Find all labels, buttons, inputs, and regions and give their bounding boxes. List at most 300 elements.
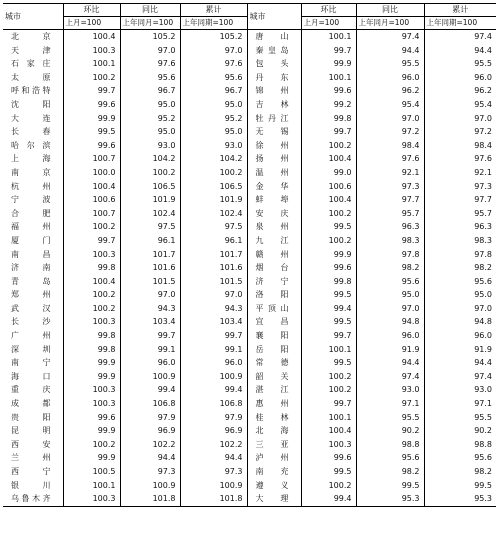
left-yoy-cell: 99.7 xyxy=(120,329,180,343)
left-cum-cell: 100.2 xyxy=(180,166,247,180)
left-cum-cell: 96.1 xyxy=(180,234,247,248)
right-yoy-cell: 96.3 xyxy=(356,220,424,234)
right-mom-cell: 100.2 xyxy=(301,207,356,221)
right-mom-cell: 100.3 xyxy=(301,438,356,452)
right-city-cell: 赣 州 xyxy=(247,248,301,262)
right-cum-cell: 97.2 xyxy=(424,125,496,139)
right-city-cell: 岳 阳 xyxy=(247,343,301,357)
left-cum-cell: 104.2 xyxy=(180,152,247,166)
left-cum-cell: 101.7 xyxy=(180,248,247,262)
left-mom-cell: 99.9 xyxy=(63,370,120,384)
right-mom-cell: 99.4 xyxy=(301,492,356,506)
left-yoy-cell: 93.0 xyxy=(120,139,180,153)
table-row xyxy=(3,397,496,411)
table-row xyxy=(3,288,496,302)
left-cum-cell: 96.0 xyxy=(180,356,247,370)
left-mom-cell: 100.3 xyxy=(63,248,120,262)
left-cum-header: 累计 xyxy=(180,4,247,17)
left-cum-cell: 95.0 xyxy=(180,98,247,112)
left-cum-cell: 103.4 xyxy=(180,315,247,329)
right-mom-subheader: 上月=100 xyxy=(301,17,356,30)
right-mom-cell: 99.7 xyxy=(301,44,356,58)
left-mom-cell: 99.6 xyxy=(63,139,120,153)
left-mom-cell: 99.8 xyxy=(63,261,120,275)
left-yoy-cell: 95.2 xyxy=(120,112,180,126)
left-cum-cell: 100.9 xyxy=(180,370,247,384)
right-cum-cell: 97.6 xyxy=(424,152,496,166)
left-mom-cell: 100.2 xyxy=(63,302,120,316)
left-city-cell: 合 肥 xyxy=(11,208,51,218)
left-yoy-cell: 100.2 xyxy=(120,166,180,180)
left-mom-cell: 100.5 xyxy=(63,465,120,479)
right-mom-cell: 99.8 xyxy=(301,275,356,289)
left-yoy-cell: 101.7 xyxy=(120,248,180,262)
left-city-cell: 贵 阳 xyxy=(11,412,51,422)
left-yoy-cell: 97.3 xyxy=(120,465,180,479)
left-cum-cell: 102.2 xyxy=(180,438,247,452)
right-city-cell: 洛 阳 xyxy=(247,288,301,302)
right-yoy-cell: 97.8 xyxy=(356,248,424,262)
right-cum-cell: 95.4 xyxy=(424,98,496,112)
right-yoy-cell: 91.9 xyxy=(356,343,424,357)
left-yoy-cell: 102.2 xyxy=(120,438,180,452)
right-city-cell: 韶 关 xyxy=(247,370,301,384)
left-yoy-cell: 96.9 xyxy=(120,424,180,438)
right-cum-cell: 95.3 xyxy=(424,492,496,506)
right-mom-cell: 99.9 xyxy=(301,248,356,262)
right-city-cell: 温 州 xyxy=(247,166,301,180)
left-yoy-header: 同比 xyxy=(120,4,180,17)
right-mom-header: 环比 xyxy=(301,4,356,17)
right-cum-cell: 95.7 xyxy=(424,207,496,221)
left-yoy-cell: 101.6 xyxy=(120,261,180,275)
left-yoy-subheader: 上年同月=100 xyxy=(120,17,180,30)
table-row xyxy=(3,343,496,357)
right-city-header: 城市 xyxy=(247,4,301,30)
left-city-header: 城市 xyxy=(3,4,63,30)
table-row xyxy=(3,57,496,71)
left-cum-cell: 97.0 xyxy=(180,44,247,58)
right-cum-cell: 97.3 xyxy=(424,180,496,194)
right-city-cell: 南 充 xyxy=(247,465,301,479)
left-city-cell: 石家庄 xyxy=(11,59,51,69)
left-city-cell: 南 京 xyxy=(11,167,51,177)
right-mom-cell: 100.2 xyxy=(301,234,356,248)
left-city-cell: 沈 阳 xyxy=(11,99,51,109)
right-cum-cell: 98.4 xyxy=(424,139,496,153)
right-mom-cell: 99.7 xyxy=(301,397,356,411)
right-mom-cell: 100.2 xyxy=(301,370,356,384)
right-cum-cell: 97.4 xyxy=(424,30,496,44)
left-cum-cell: 99.7 xyxy=(180,329,247,343)
right-yoy-cell: 95.5 xyxy=(356,411,424,425)
right-mom-cell: 99.7 xyxy=(301,125,356,139)
price-index-table xyxy=(3,3,496,507)
left-cum-cell: 97.0 xyxy=(180,288,247,302)
left-cum-cell: 94.3 xyxy=(180,302,247,316)
left-yoy-cell: 94.3 xyxy=(120,302,180,316)
left-city-cell: 厦 门 xyxy=(11,235,51,245)
right-city-cell: 济 宁 xyxy=(247,275,301,289)
left-mom-cell: 100.2 xyxy=(63,71,120,85)
right-yoy-cell: 94.4 xyxy=(356,356,424,370)
table-row xyxy=(3,248,496,262)
left-mom-cell: 100.7 xyxy=(63,152,120,166)
left-cum-subheader: 上年同期=100 xyxy=(180,17,247,30)
right-yoy-cell: 98.2 xyxy=(356,261,424,275)
right-cum-header: 累计 xyxy=(424,4,496,17)
left-city-cell: 兰 州 xyxy=(11,453,51,463)
left-mom-cell: 100.7 xyxy=(63,207,120,221)
table-row xyxy=(3,152,496,166)
right-mom-cell: 100.4 xyxy=(301,424,356,438)
left-cum-cell: 95.6 xyxy=(180,71,247,85)
price-index-table-container xyxy=(3,3,496,507)
right-mom-cell: 99.6 xyxy=(301,451,356,465)
left-mom-cell: 99.6 xyxy=(63,411,120,425)
right-city-cell: 惠 州 xyxy=(247,397,301,411)
left-city-cell: 长 春 xyxy=(11,127,51,137)
left-yoy-cell: 95.0 xyxy=(120,98,180,112)
left-yoy-cell: 95.6 xyxy=(120,71,180,85)
left-city-cell: 南 宁 xyxy=(11,358,51,368)
left-yoy-cell: 96.7 xyxy=(120,84,180,98)
left-city-cell: 宁 波 xyxy=(11,195,51,205)
right-cum-cell: 96.2 xyxy=(424,84,496,98)
right-yoy-cell: 94.4 xyxy=(356,44,424,58)
left-cum-cell: 102.4 xyxy=(180,207,247,221)
right-city-cell: 湛 江 xyxy=(247,383,301,397)
right-cum-cell: 97.1 xyxy=(424,397,496,411)
left-city-cell: 青 岛 xyxy=(11,276,51,286)
right-cum-cell: 96.3 xyxy=(424,220,496,234)
left-yoy-cell: 97.0 xyxy=(120,44,180,58)
right-cum-cell: 94.8 xyxy=(424,315,496,329)
right-yoy-cell: 97.2 xyxy=(356,125,424,139)
right-cum-cell: 94.4 xyxy=(424,44,496,58)
right-city-cell: 扬 州 xyxy=(247,152,301,166)
right-yoy-cell: 96.0 xyxy=(356,329,424,343)
table-row xyxy=(3,234,496,248)
right-city-cell: 常 德 xyxy=(247,356,301,370)
left-yoy-cell: 101.5 xyxy=(120,275,180,289)
right-city-cell: 九 江 xyxy=(247,234,301,248)
right-cum-cell: 97.0 xyxy=(424,302,496,316)
right-city-cell: 泸 州 xyxy=(247,451,301,465)
right-city-cell: 蚌 埠 xyxy=(247,193,301,207)
left-cum-cell: 95.0 xyxy=(180,125,247,139)
left-mom-cell: 99.9 xyxy=(63,112,120,126)
right-cum-cell: 90.2 xyxy=(424,424,496,438)
right-yoy-cell: 97.0 xyxy=(356,112,424,126)
table-row xyxy=(3,302,496,316)
right-mom-cell: 100.2 xyxy=(301,479,356,493)
table-row xyxy=(3,370,496,384)
left-city-cell: 长 沙 xyxy=(11,317,51,327)
right-cum-cell: 98.2 xyxy=(424,261,496,275)
right-cum-cell: 97.8 xyxy=(424,248,496,262)
left-city-cell: 福 州 xyxy=(11,222,51,232)
right-yoy-cell: 95.4 xyxy=(356,98,424,112)
left-city-cell: 南 昌 xyxy=(11,249,51,259)
left-mom-cell: 99.8 xyxy=(63,329,120,343)
table-row xyxy=(3,451,496,465)
left-city-cell: 北 京 xyxy=(11,32,51,41)
left-cum-cell: 97.3 xyxy=(180,465,247,479)
right-cum-cell: 98.2 xyxy=(424,465,496,479)
right-mom-cell: 100.1 xyxy=(301,71,356,85)
left-city-cell: 天 津 xyxy=(11,45,51,55)
left-mom-cell: 100.0 xyxy=(63,166,120,180)
right-cum-cell: 97.4 xyxy=(424,370,496,384)
table-row xyxy=(3,465,496,479)
left-city-cell: 哈尔滨 xyxy=(11,140,51,150)
right-mom-cell: 99.2 xyxy=(301,98,356,112)
right-city-cell: 遵 义 xyxy=(247,479,301,493)
table-row xyxy=(3,383,496,397)
right-yoy-cell: 98.2 xyxy=(356,465,424,479)
table-row xyxy=(3,207,496,221)
left-cum-cell: 101.8 xyxy=(180,492,247,506)
right-city-cell: 桂 林 xyxy=(247,411,301,425)
right-cum-cell: 99.5 xyxy=(424,479,496,493)
left-yoy-cell: 97.9 xyxy=(120,411,180,425)
table-row xyxy=(3,492,496,506)
table-row xyxy=(3,479,496,493)
right-city-cell: 唐 山 xyxy=(247,30,301,44)
right-cum-subheader: 上年同期=100 xyxy=(424,17,496,30)
right-mom-cell: 100.1 xyxy=(301,30,356,44)
right-mom-cell: 100.2 xyxy=(301,383,356,397)
left-cum-cell: 94.4 xyxy=(180,451,247,465)
right-cum-cell: 93.0 xyxy=(424,383,496,397)
right-city-cell: 襄 阳 xyxy=(247,329,301,343)
left-cum-cell: 96.9 xyxy=(180,424,247,438)
left-mom-cell: 100.3 xyxy=(63,397,120,411)
right-city-cell: 无 锡 xyxy=(247,125,301,139)
right-mom-cell: 99.4 xyxy=(301,302,356,316)
right-yoy-cell: 97.4 xyxy=(356,30,424,44)
left-cum-cell: 101.9 xyxy=(180,193,247,207)
right-mom-cell: 99.9 xyxy=(301,57,356,71)
right-mom-cell: 100.6 xyxy=(301,180,356,194)
left-yoy-cell: 102.4 xyxy=(120,207,180,221)
left-cum-cell: 97.5 xyxy=(180,220,247,234)
left-mom-cell: 100.4 xyxy=(63,275,120,289)
table-row xyxy=(3,112,496,126)
right-cum-cell: 98.3 xyxy=(424,234,496,248)
left-yoy-cell: 96.0 xyxy=(120,356,180,370)
table-row xyxy=(3,166,496,180)
right-yoy-cell: 90.2 xyxy=(356,424,424,438)
left-city-cell: 海 口 xyxy=(11,371,51,381)
left-city-cell: 太 原 xyxy=(11,72,51,82)
left-cum-cell: 93.0 xyxy=(180,139,247,153)
table-row xyxy=(3,424,496,438)
right-mom-cell: 99.0 xyxy=(301,166,356,180)
left-mom-cell: 99.9 xyxy=(63,356,120,370)
right-mom-cell: 99.5 xyxy=(301,465,356,479)
table-row xyxy=(3,44,496,58)
left-mom-cell: 99.8 xyxy=(63,343,120,357)
right-city-cell: 牡丹江 xyxy=(247,112,301,126)
left-city-cell: 广 州 xyxy=(11,331,51,341)
left-cum-cell: 100.9 xyxy=(180,479,247,493)
left-yoy-cell: 95.0 xyxy=(120,125,180,139)
left-mom-cell: 100.3 xyxy=(63,383,120,397)
table-row xyxy=(3,125,496,139)
left-yoy-cell: 105.2 xyxy=(120,30,180,44)
left-city-cell: 呼和浩特 xyxy=(11,86,51,96)
right-city-cell: 吉 林 xyxy=(247,98,301,112)
left-mom-header: 环比 xyxy=(63,4,120,17)
left-city-cell: 济 南 xyxy=(11,263,51,273)
right-city-cell: 包 头 xyxy=(247,57,301,71)
left-city-cell: 成 都 xyxy=(11,399,51,409)
right-city-cell: 锦 州 xyxy=(247,84,301,98)
right-yoy-cell: 97.1 xyxy=(356,397,424,411)
right-cum-cell: 96.0 xyxy=(424,71,496,85)
table-row xyxy=(3,438,496,452)
left-cum-cell: 97.6 xyxy=(180,57,247,71)
right-yoy-cell: 97.3 xyxy=(356,180,424,194)
right-mom-cell: 99.5 xyxy=(301,220,356,234)
table-row xyxy=(3,411,496,425)
table-row xyxy=(3,30,496,44)
right-yoy-cell: 93.0 xyxy=(356,383,424,397)
table-body xyxy=(3,30,496,507)
right-yoy-cell: 97.6 xyxy=(356,152,424,166)
right-yoy-cell: 98.8 xyxy=(356,438,424,452)
left-mom-cell: 100.1 xyxy=(63,57,120,71)
left-cum-cell: 106.8 xyxy=(180,397,247,411)
left-city-cell: 杭 州 xyxy=(11,181,51,191)
right-mom-cell: 100.4 xyxy=(301,152,356,166)
right-mom-cell: 100.2 xyxy=(301,139,356,153)
left-yoy-cell: 99.1 xyxy=(120,343,180,357)
right-yoy-cell: 95.3 xyxy=(356,492,424,506)
table-row xyxy=(3,98,496,112)
right-city-cell: 大 理 xyxy=(247,492,301,506)
right-cum-cell: 96.0 xyxy=(424,329,496,343)
right-mom-cell: 100.4 xyxy=(301,193,356,207)
right-cum-cell: 95.6 xyxy=(424,275,496,289)
right-cum-cell: 97.0 xyxy=(424,112,496,126)
left-yoy-cell: 97.5 xyxy=(120,220,180,234)
left-city-cell: 郑 州 xyxy=(11,290,51,300)
right-cum-cell: 95.6 xyxy=(424,451,496,465)
left-cum-cell: 105.2 xyxy=(180,30,247,44)
right-city-cell: 三 亚 xyxy=(247,438,301,452)
right-mom-cell: 99.7 xyxy=(301,329,356,343)
left-yoy-cell: 103.4 xyxy=(120,315,180,329)
table-row xyxy=(3,84,496,98)
left-yoy-cell: 96.1 xyxy=(120,234,180,248)
right-mom-cell: 99.6 xyxy=(301,84,356,98)
left-yoy-cell: 100.9 xyxy=(120,479,180,493)
left-mom-cell: 100.2 xyxy=(63,438,120,452)
left-cum-cell: 99.1 xyxy=(180,343,247,357)
right-cum-cell: 95.5 xyxy=(424,57,496,71)
left-mom-cell: 100.6 xyxy=(63,193,120,207)
left-yoy-cell: 97.6 xyxy=(120,57,180,71)
left-yoy-cell: 106.8 xyxy=(120,397,180,411)
right-yoy-cell: 97.0 xyxy=(356,302,424,316)
left-cum-cell: 106.5 xyxy=(180,180,247,194)
right-yoy-header: 同比 xyxy=(356,4,424,17)
table-row xyxy=(3,315,496,329)
left-mom-cell: 99.7 xyxy=(63,84,120,98)
right-yoy-cell: 97.4 xyxy=(356,370,424,384)
left-yoy-cell: 97.0 xyxy=(120,288,180,302)
left-yoy-cell: 101.9 xyxy=(120,193,180,207)
right-cum-cell: 97.7 xyxy=(424,193,496,207)
left-mom-cell: 100.4 xyxy=(63,180,120,194)
left-city-cell: 上 海 xyxy=(11,154,51,164)
right-yoy-cell: 92.1 xyxy=(356,166,424,180)
right-mom-cell: 99.5 xyxy=(301,356,356,370)
left-mom-cell: 99.7 xyxy=(63,234,120,248)
right-mom-cell: 99.5 xyxy=(301,315,356,329)
left-mom-cell: 100.3 xyxy=(63,492,120,506)
left-mom-cell: 100.4 xyxy=(63,30,120,44)
right-city-cell: 北 海 xyxy=(247,424,301,438)
right-yoy-cell: 97.7 xyxy=(356,193,424,207)
left-city-cell: 深 圳 xyxy=(11,344,51,354)
left-yoy-cell: 106.5 xyxy=(120,180,180,194)
right-yoy-cell: 96.0 xyxy=(356,71,424,85)
right-mom-cell: 99.5 xyxy=(301,288,356,302)
left-city-cell: 银 川 xyxy=(11,480,51,490)
right-city-cell: 徐 州 xyxy=(247,139,301,153)
right-yoy-cell: 95.6 xyxy=(356,451,424,465)
right-yoy-cell: 96.2 xyxy=(356,84,424,98)
left-mom-cell: 99.5 xyxy=(63,125,120,139)
right-yoy-cell: 98.4 xyxy=(356,139,424,153)
right-cum-cell: 92.1 xyxy=(424,166,496,180)
left-cum-cell: 101.6 xyxy=(180,261,247,275)
right-city-cell: 宜 昌 xyxy=(247,315,301,329)
left-yoy-cell: 100.9 xyxy=(120,370,180,384)
table-row xyxy=(3,180,496,194)
left-mom-cell: 100.2 xyxy=(63,220,120,234)
right-city-cell: 安 庆 xyxy=(247,207,301,221)
left-city-cell: 武 汉 xyxy=(11,303,51,313)
left-city-cell: 昆 明 xyxy=(11,426,51,436)
right-mom-cell: 100.1 xyxy=(301,343,356,357)
left-yoy-cell: 94.4 xyxy=(120,451,180,465)
left-cum-cell: 99.4 xyxy=(180,383,247,397)
header-row-top xyxy=(3,4,496,17)
left-cum-cell: 97.9 xyxy=(180,411,247,425)
right-cum-cell: 94.4 xyxy=(424,356,496,370)
right-cum-cell: 98.8 xyxy=(424,438,496,452)
table-row xyxy=(3,275,496,289)
table-row xyxy=(3,71,496,85)
table-row xyxy=(3,193,496,207)
left-yoy-cell: 101.8 xyxy=(120,492,180,506)
left-mom-cell: 100.1 xyxy=(63,479,120,493)
left-city-cell: 西 宁 xyxy=(11,467,51,476)
left-cum-cell: 101.5 xyxy=(180,275,247,289)
left-mom-cell: 99.6 xyxy=(63,98,120,112)
right-city-cell: 平顶山 xyxy=(247,302,301,316)
left-mom-cell: 99.9 xyxy=(63,451,120,465)
right-cum-cell: 95.5 xyxy=(424,411,496,425)
right-mom-cell: 99.6 xyxy=(301,261,356,275)
right-yoy-cell: 99.5 xyxy=(356,479,424,493)
left-mom-subheader: 上月=100 xyxy=(63,17,120,30)
